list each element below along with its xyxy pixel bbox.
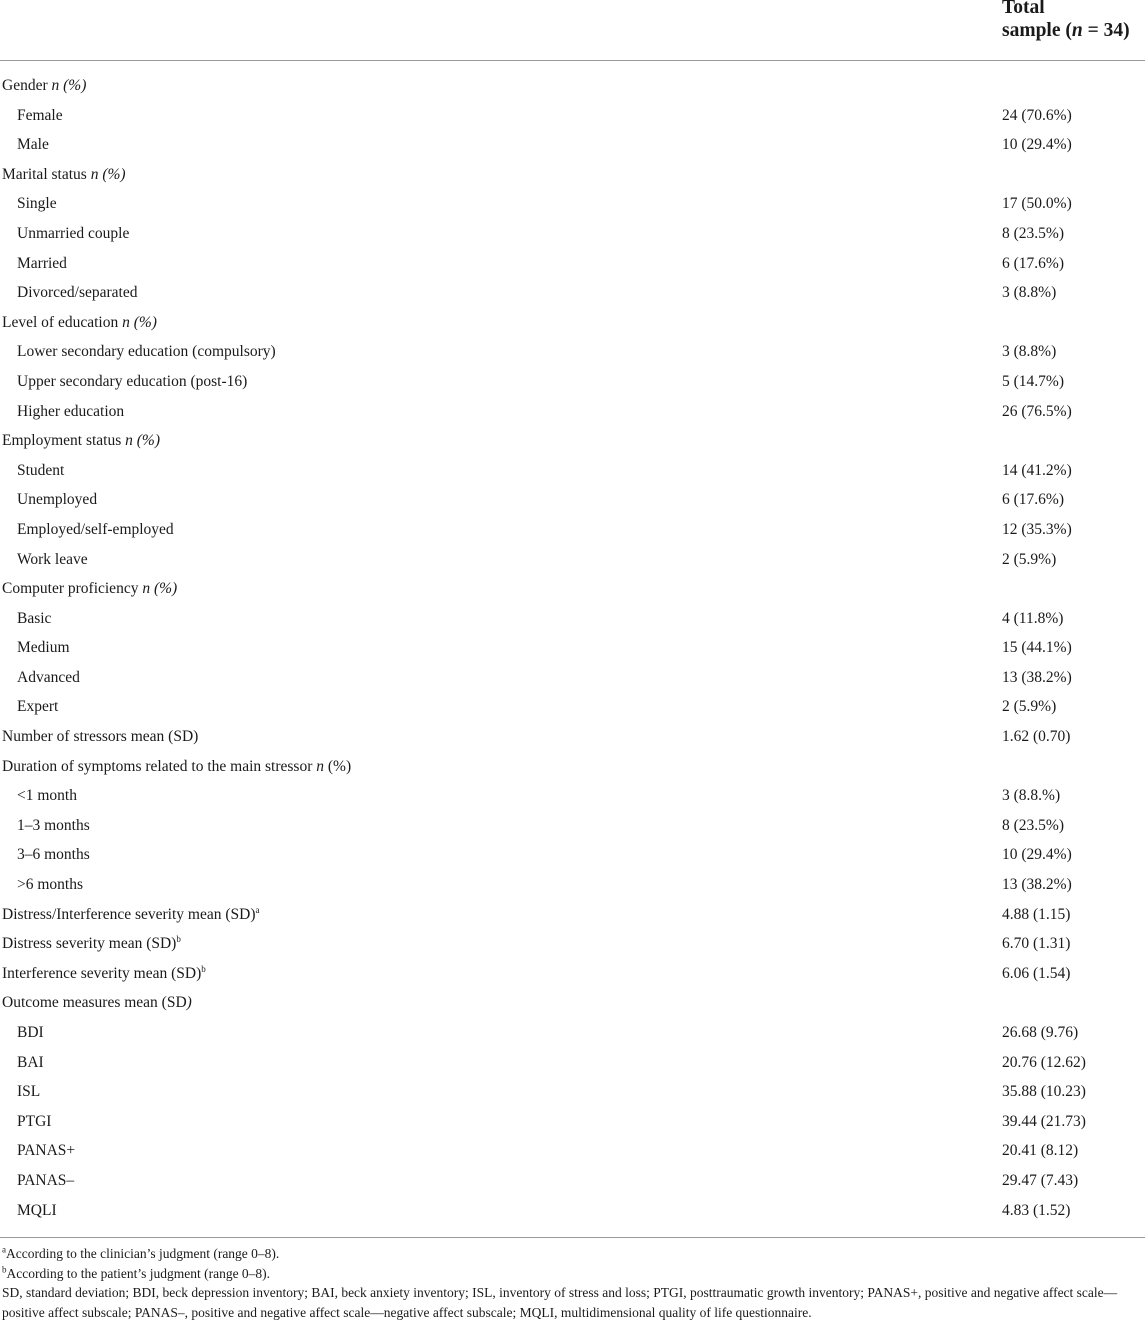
row-value: 14 (41.2%) <box>1002 461 1072 479</box>
footnote-marker: b <box>201 963 206 974</box>
footnote-marker: b <box>176 934 181 945</box>
row-value: 6.06 (1.54) <box>1002 964 1071 982</box>
table-row <box>0 842 1145 872</box>
table-row <box>0 132 1145 162</box>
row-sublabel <box>17 1083 40 1101</box>
row-label-text: Student <box>17 461 65 479</box>
row-label-text: Medium <box>17 639 70 657</box>
table-row <box>0 1050 1145 1080</box>
row-sublabel <box>17 373 247 391</box>
table-row <box>0 369 1145 399</box>
row-label-text: Upper secondary education (post-16) <box>17 372 248 390</box>
row-label-text: Advanced <box>17 668 80 686</box>
row-category-label <box>2 758 351 776</box>
row-label-text: Computer proficiency <box>2 580 143 598</box>
row-label-text: Gender <box>2 77 52 94</box>
table-row <box>0 428 1145 458</box>
row-label-text: Marital status <box>2 165 91 183</box>
row-value: 26.68 (9.76) <box>1002 1024 1079 1041</box>
row-label-text: Unemployed <box>17 491 98 509</box>
footnote-text: According to the patient’s judgment (range 0–8). <box>6 1265 271 1281</box>
row-label-text: ISL <box>17 1083 41 1101</box>
row-value: 20.41 (8.12) <box>1002 1142 1079 1160</box>
table-row <box>0 694 1145 724</box>
table-row <box>0 1198 1145 1228</box>
row-label-text: Unmarried couple <box>17 224 130 242</box>
row-value: 4 (11.8%) <box>1002 609 1064 627</box>
row-sublabel <box>17 1172 74 1190</box>
column-header-n: n <box>1071 20 1083 41</box>
row-category-label <box>2 906 260 924</box>
table-row <box>0 162 1145 192</box>
footnote-text: SD, standard deviation; BDI, beck depression inventory; BAI, beck anxiety inventory; ISL, inventory of stress and loss; PTGI, posttraumatic growth inventory; PANAS+, positive and negative affect scale—positive affect subscale; PANAS–, positive and negative affect scale—negative affect subscale; MQLI, multidimensional quality of life questionnaire. <box>2 1285 1118 1320</box>
table-row <box>0 221 1145 251</box>
row-value: 6.70 (1.31) <box>1002 935 1071 953</box>
table-row <box>0 724 1145 754</box>
table-row <box>0 783 1145 813</box>
row-label-text: PANAS– <box>17 1171 75 1189</box>
row-label-text: Level of education <box>2 313 123 331</box>
row-label-text: <1 month <box>17 787 77 805</box>
table-body <box>0 73 1145 1227</box>
row-sublabel <box>17 846 90 864</box>
row-sublabel <box>17 1024 44 1042</box>
row-value: 20.76 (12.62) <box>1002 1053 1086 1071</box>
row-value: 10 (29.4%) <box>1002 136 1072 154</box>
row-label-text: Divorced/separated <box>17 284 138 302</box>
row-sublabel <box>17 403 124 421</box>
row-sublabel <box>17 610 51 628</box>
row-category-label <box>2 166 126 184</box>
row-category-label <box>2 432 160 450</box>
row-value: 39.44 (21.73) <box>1002 1112 1086 1130</box>
row-category-label <box>2 580 177 598</box>
row-value: 2 (5.9%) <box>1002 698 1057 716</box>
table-row <box>0 191 1145 221</box>
row-category-label <box>2 728 198 746</box>
row-label-text: Female <box>17 106 63 124</box>
row-sublabel <box>17 195 57 213</box>
table-row <box>0 339 1145 369</box>
row-value: 8 (23.5%) <box>1002 816 1064 834</box>
row-value: 17 (50.0%) <box>1002 195 1072 213</box>
row-value: 24 (70.6%) <box>1002 106 1072 124</box>
row-label-text: >6 months <box>17 876 84 894</box>
row-label-italic: ) <box>186 994 192 1012</box>
row-sublabel <box>17 1142 75 1160</box>
table-bottom-rule <box>0 1237 1145 1238</box>
row-label-text: Number of stressors mean (SD) <box>2 728 199 746</box>
row-label-text: BDI <box>17 1024 44 1041</box>
row-sublabel <box>17 462 64 480</box>
column-header-line2-pre: sample ( <box>1002 20 1072 41</box>
table-row <box>0 487 1145 517</box>
row-label-text: BAI <box>17 1053 44 1071</box>
column-header-total-sample <box>1002 0 1130 42</box>
row-value: 15 (44.1%) <box>1002 639 1072 657</box>
row-label-text: Outcome measures mean (SD <box>2 994 187 1012</box>
row-label-text: 1–3 months <box>17 816 90 834</box>
table-row <box>0 754 1145 784</box>
row-value: 29.47 (7.43) <box>1002 1171 1079 1189</box>
row-category-label <box>2 994 192 1012</box>
row-label-text: Single <box>17 195 57 213</box>
row-category-label <box>2 77 86 95</box>
table-row <box>0 1109 1145 1139</box>
table-footnotes <box>2 1244 1142 1322</box>
row-sublabel <box>17 817 90 835</box>
row-value: 10 (29.4%) <box>1002 846 1072 864</box>
row-category-label <box>2 314 157 332</box>
row-sublabel <box>17 1113 51 1131</box>
row-value: 13 (38.2%) <box>1002 668 1072 686</box>
row-label-italic: n (%) <box>125 432 161 450</box>
row-sublabel <box>17 698 58 716</box>
row-sublabel <box>17 1054 44 1072</box>
row-sublabel <box>17 225 129 243</box>
table-row <box>0 961 1145 991</box>
row-value: 4.88 (1.15) <box>1002 905 1071 923</box>
row-value: 4.83 (1.52) <box>1002 1201 1071 1219</box>
row-label-text: Employed/self-employed <box>17 520 174 538</box>
row-value: 5 (14.7%) <box>1002 372 1064 390</box>
row-value: 8 (23.5%) <box>1002 224 1064 242</box>
table-row <box>0 813 1145 843</box>
row-label-text: Basic <box>17 609 52 627</box>
row-category-label <box>2 935 181 953</box>
row-label-text: Distress/Interference severity mean (SD) <box>2 905 256 923</box>
row-sublabel <box>17 1202 57 1220</box>
table-row <box>0 635 1145 665</box>
row-label-text: Employment status <box>2 432 126 450</box>
table-row <box>0 399 1145 429</box>
row-value: 6 (17.6%) <box>1002 491 1064 509</box>
column-header-line2-post: = 34) <box>1082 20 1130 41</box>
row-label-italic: n <box>316 757 324 775</box>
row-value: 6 (17.6%) <box>1002 254 1064 272</box>
row-value: 3 (8.8%) <box>1002 284 1057 302</box>
footnote-marker: b <box>2 1264 7 1274</box>
row-sublabel <box>17 669 80 687</box>
table-row <box>0 73 1145 103</box>
row-value: 26 (76.5%) <box>1002 402 1072 420</box>
table-row <box>0 251 1145 281</box>
column-header-line1: Total <box>1002 0 1045 18</box>
row-label-text: Married <box>17 254 67 272</box>
table-row <box>0 606 1145 636</box>
row-label-italic: n (%) <box>142 580 178 598</box>
footnote-marker: a <box>255 904 260 915</box>
row-sublabel <box>17 136 49 154</box>
table-row <box>0 872 1145 902</box>
table-row <box>0 547 1145 577</box>
row-sublabel <box>17 521 174 539</box>
row-value: 1.62 (0.70) <box>1002 728 1071 746</box>
row-value: 13 (38.2%) <box>1002 876 1072 894</box>
table-row <box>0 517 1145 547</box>
row-category-label <box>2 965 206 983</box>
table-row <box>0 931 1145 961</box>
row-sublabel <box>17 343 276 361</box>
row-label-text: Distress severity mean (SD) <box>2 935 177 953</box>
table-row <box>0 1079 1145 1109</box>
footnote-text: According to the clinician’s judgment (range 0–8). <box>6 1246 280 1261</box>
row-label-text: Expert <box>17 698 59 716</box>
row-sublabel <box>17 639 70 657</box>
row-label-suffix: (%) <box>324 757 352 775</box>
table-row <box>0 576 1145 606</box>
table-row <box>0 458 1145 488</box>
table-row <box>0 280 1145 310</box>
footnote <box>2 1283 1142 1322</box>
row-value: 3 (8.8.%) <box>1002 787 1061 805</box>
table-row <box>0 1168 1145 1198</box>
table-row <box>0 1020 1145 1050</box>
row-label-text: Male <box>17 136 49 154</box>
row-label-italic: n (%) <box>51 77 87 94</box>
row-label-text: PANAS+ <box>17 1142 76 1160</box>
row-sublabel <box>17 876 83 894</box>
row-label-text: Lower secondary education (compulsory) <box>17 343 276 361</box>
row-label-text: 3–6 months <box>17 846 90 864</box>
footnote <box>2 1264 1142 1284</box>
table-row <box>0 1138 1145 1168</box>
row-value: 35.88 (10.23) <box>1002 1083 1086 1101</box>
footnote <box>2 1244 1142 1264</box>
row-label-text: MQLI <box>17 1201 57 1219</box>
row-label-italic: n (%) <box>122 313 157 331</box>
table-row <box>0 665 1145 695</box>
row-sublabel <box>17 491 97 509</box>
row-sublabel <box>17 284 138 302</box>
footnote-marker: a <box>2 1244 6 1255</box>
row-label-text: Interference severity mean (SD) <box>2 964 202 982</box>
row-sublabel <box>17 551 88 569</box>
row-label-text: Work leave <box>17 550 88 568</box>
table-row <box>0 103 1145 133</box>
table-row <box>0 310 1145 340</box>
row-sublabel <box>17 107 63 125</box>
table-row <box>0 902 1145 932</box>
table-row <box>0 990 1145 1020</box>
row-label-italic: n (%) <box>90 165 126 183</box>
row-label-text: Higher education <box>17 402 125 420</box>
row-value: 3 (8.8%) <box>1002 343 1057 361</box>
row-sublabel <box>17 255 67 273</box>
row-value: 12 (35.3%) <box>1002 520 1072 538</box>
row-sublabel <box>17 787 77 805</box>
row-value: 2 (5.9%) <box>1002 550 1057 568</box>
row-label-text: Duration of symptoms related to the main stressor <box>2 757 317 775</box>
row-label-text: PTGI <box>17 1112 52 1130</box>
table-header <box>0 0 1145 61</box>
